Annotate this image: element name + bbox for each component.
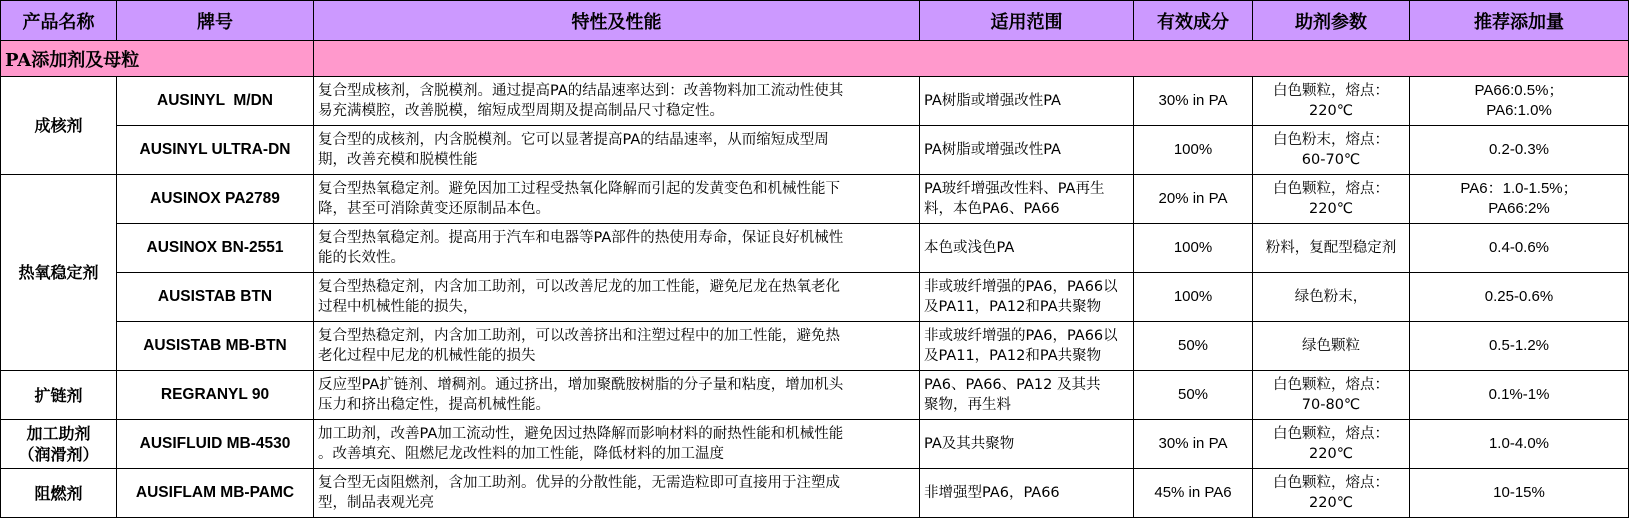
table-row xyxy=(1,420,1629,469)
scope-cell-line: 非或玻纤增强的PA6，PA66以 xyxy=(924,279,1118,295)
description-cell-line: 降，甚至可消除黄变还原制品本色。 xyxy=(318,201,550,217)
param-cell[interactable] xyxy=(1253,420,1410,469)
param-cell-line: 220℃ xyxy=(1309,446,1353,462)
scope-cell[interactable] xyxy=(920,175,1134,224)
dosage-cell[interactable] xyxy=(1410,175,1629,224)
category-cell[interactable]: 阻燃剂 xyxy=(1,469,117,518)
description-cell-line: 复合型热稳定剂，内含加工助剂，可以改善尼龙的加工性能，避免尼龙在热氧老化 xyxy=(318,279,840,295)
dosage-cell-line: 0.4-0.6% xyxy=(1488,239,1550,256)
scope-cell-line: PA6、PA66、PA12 及其共 xyxy=(924,377,1101,393)
column-header-product-name[interactable]: 产品名称 xyxy=(1,1,117,41)
scope-cell[interactable] xyxy=(920,420,1134,469)
dosage-cell[interactable] xyxy=(1410,469,1629,518)
description-cell[interactable] xyxy=(314,175,920,224)
scope-cell[interactable] xyxy=(920,77,1134,126)
description-cell[interactable] xyxy=(314,126,920,175)
section-fill-cell[interactable] xyxy=(314,41,1629,77)
dosage-cell[interactable] xyxy=(1410,126,1629,175)
description-cell-line: 型，制品表观光亮 xyxy=(318,495,434,511)
param-cell-line: 绿色颗粒 xyxy=(1302,338,1360,354)
param-cell[interactable] xyxy=(1253,126,1410,175)
param-cell-line: 白色颗粒，熔点： xyxy=(1273,426,1389,442)
dosage-cell[interactable] xyxy=(1410,420,1629,469)
section-title[interactable]: PA添加剂及母粒 xyxy=(1,41,314,77)
description-cell-line: 老化过程中尼龙的机械性能的损失 xyxy=(318,348,536,364)
scope-cell-line: 非或玻纤增强的PA6，PA66以 xyxy=(924,328,1118,344)
effective-cell-line: 100% xyxy=(1173,141,1213,158)
category-cell[interactable]: 热氧稳定剂 xyxy=(1,175,117,371)
description-cell[interactable] xyxy=(314,224,920,273)
category-cell[interactable]: 加工助剂 （润滑剂） xyxy=(1,420,117,469)
description-cell-line: 。改善填充、阻燃尼龙改性料的加工性能，降低材料的加工温度 xyxy=(318,446,724,462)
scope-cell-line: 料，本色PA6、PA66 xyxy=(924,201,1060,217)
description-cell[interactable] xyxy=(314,273,920,322)
description-cell[interactable] xyxy=(314,322,920,371)
param-cell-line: 220℃ xyxy=(1309,495,1353,511)
param-cell-line: 白色粉末，熔点： xyxy=(1273,132,1389,148)
description-cell-line: 期，改善充模和脱模性能 xyxy=(318,152,478,168)
description-cell[interactable] xyxy=(314,371,920,420)
table-row xyxy=(1,126,1629,175)
description-cell-line: 复合型成核剂，含脱模剂。通过提高PA的结晶速率达到：改善物料加工流动性使其 xyxy=(318,83,844,99)
header-row xyxy=(1,1,1629,41)
effective-cell[interactable] xyxy=(1134,126,1253,175)
scope-cell[interactable] xyxy=(920,273,1134,322)
dosage-cell[interactable] xyxy=(1410,371,1629,420)
effective-cell-line: 100% xyxy=(1173,239,1213,256)
param-cell-line: 绿色粉末， xyxy=(1294,289,1368,305)
description-cell[interactable] xyxy=(314,420,920,469)
param-cell[interactable] xyxy=(1253,469,1410,518)
scope-cell[interactable] xyxy=(920,371,1134,420)
scope-cell-line: 非增强型PA6，PA66 xyxy=(924,485,1060,501)
table-row xyxy=(1,371,1629,420)
effective-cell-line: 30% in PA xyxy=(1158,92,1228,109)
dosage-cell[interactable] xyxy=(1410,224,1629,273)
description-cell-line: 复合型热稳定剂，内含加工助剂，可以改善挤出和注塑过程中的加工性能，避免热 xyxy=(318,328,840,344)
param-cell-line: 220℃ xyxy=(1309,103,1353,119)
dosage-cell-line: 10-15% xyxy=(1493,484,1545,501)
dosage-cell-line: 0.5-1.2% xyxy=(1488,337,1550,354)
effective-cell[interactable] xyxy=(1134,175,1253,224)
param-cell-line: 白色颗粒，熔点： xyxy=(1273,83,1389,99)
scope-cell[interactable] xyxy=(920,469,1134,518)
effective-cell-line: 100% xyxy=(1173,288,1213,305)
param-cell[interactable] xyxy=(1253,273,1410,322)
scope-cell-line: 及PA11，PA12和PA共聚物 xyxy=(924,299,1102,315)
description-cell[interactable] xyxy=(314,469,920,518)
description-cell[interactable] xyxy=(314,77,920,126)
table-row xyxy=(1,224,1629,273)
table-row xyxy=(1,273,1629,322)
column-header-effective[interactable]: 有效成分 xyxy=(1134,1,1253,41)
effective-cell[interactable] xyxy=(1134,469,1253,518)
section-row xyxy=(1,41,1629,77)
param-cell-line: 60-70℃ xyxy=(1301,152,1361,168)
scope-cell-line: PA玻纤增强改性料、PA再生 xyxy=(924,181,1105,197)
description-cell-line: 加工助剂，改善PA加工流动性，避免因过热降解而影响材料的耐热性能和机械性能 xyxy=(318,426,844,442)
scope-cell[interactable] xyxy=(920,224,1134,273)
brand-cell[interactable]: AUSINYL M/DN xyxy=(117,77,314,126)
dosage-cell-line: 0.2-0.3% xyxy=(1488,141,1550,158)
column-header-brand[interactable]: 牌号 xyxy=(117,1,314,41)
dosage-cell[interactable] xyxy=(1410,273,1629,322)
param-cell-line: 粉料，复配型稳定剂 xyxy=(1265,240,1397,256)
brand-cell[interactable]: AUSINYL ULTRA-DN xyxy=(117,126,314,175)
effective-cell[interactable] xyxy=(1134,322,1253,371)
description-cell-line: 复合型热氧稳定剂。避免因加工过程受热氧化降解而引起的发黄变色和机械性能下 xyxy=(318,181,840,197)
param-cell-line: 70-80℃ xyxy=(1301,397,1361,413)
effective-cell-line: 45% in PA6 xyxy=(1154,484,1232,501)
param-cell-line: 白色颗粒，熔点： xyxy=(1273,475,1389,491)
scope-cell-line: 及PA11，PA12和PA共聚物 xyxy=(924,348,1102,364)
scope-cell-line: PA树脂或增强改性PA xyxy=(924,93,1061,109)
description-cell-line: 压力和挤出稳定性，提高机械性能。 xyxy=(318,397,550,413)
brand-cell[interactable]: AUSINOX PA2789 xyxy=(117,175,314,224)
table-row xyxy=(1,469,1629,518)
scope-cell-line: 本色或浅色PA xyxy=(924,240,1015,256)
table-row xyxy=(1,322,1629,371)
column-header-features[interactable]: 特性及性能 xyxy=(314,1,920,41)
description-cell-line: 复合型热氧稳定剂。提高用于汽车和电器等PA部件的热使用寿命，保证良好机械性 xyxy=(318,230,844,246)
param-cell[interactable] xyxy=(1253,77,1410,126)
effective-cell-line: 50% xyxy=(1177,386,1209,403)
column-header-scope[interactable]: 适用范围 xyxy=(920,1,1134,41)
param-cell-line: 220℃ xyxy=(1309,201,1353,217)
dosage-cell-line: PA6:1.0% xyxy=(1486,102,1552,119)
effective-cell-line: 30% in PA xyxy=(1158,435,1228,452)
effective-cell[interactable] xyxy=(1134,77,1253,126)
scope-cell[interactable] xyxy=(920,322,1134,371)
description-cell-line: 易充满模腔，改善脱模，缩短成型周期及提高制品尺寸稳定性。 xyxy=(318,103,724,119)
effective-cell-line: 20% in PA xyxy=(1158,190,1228,207)
effective-cell[interactable] xyxy=(1134,371,1253,420)
description-cell-line: 过程中机械性能的损失， xyxy=(318,299,478,315)
description-cell-line: 复合型的成核剂，内含脱模剂。它可以显著提高PA的结晶速率，从而缩短成型周 xyxy=(318,132,829,148)
param-cell-line: 白色颗粒，熔点： xyxy=(1273,181,1389,197)
column-header-dosage[interactable]: 推荐添加量 xyxy=(1410,1,1629,41)
scope-cell-line: 聚物，再生料 xyxy=(924,397,1011,413)
effective-cell[interactable] xyxy=(1134,273,1253,322)
dosage-cell[interactable] xyxy=(1410,322,1629,371)
dosage-cell-line: PA6：1.0-1.5%； xyxy=(1460,180,1578,197)
category-cell[interactable]: 扩链剂 xyxy=(1,371,117,420)
param-cell[interactable] xyxy=(1253,322,1410,371)
param-cell[interactable] xyxy=(1253,371,1410,420)
description-cell-line: 复合型无卤阻燃剂，含加工助剂。优异的分散性能，无需造粒即可直接用于注塑成 xyxy=(318,475,840,491)
brand-cell[interactable]: AUSINOX BN-2551 xyxy=(117,224,314,273)
effective-cell-line: 50% xyxy=(1177,337,1209,354)
dosage-cell[interactable] xyxy=(1410,77,1629,126)
description-cell-line: 能的长效性。 xyxy=(318,250,405,266)
dosage-cell-line: 0.1%-1% xyxy=(1488,386,1550,403)
table-row xyxy=(1,175,1629,224)
table-row xyxy=(1,77,1629,126)
brand-cell[interactable]: REGRANYL 90 xyxy=(117,371,314,420)
description-cell-line: 反应型PA扩链剂、增稠剂。通过挤出，增加聚酰胺树脂的分子量和粘度，增加机头 xyxy=(318,377,844,393)
brand-cell[interactable]: AUSISTAB MB-BTN xyxy=(117,322,314,371)
category-cell[interactable]: 成核剂 xyxy=(1,77,117,175)
param-cell[interactable] xyxy=(1253,175,1410,224)
dosage-cell-line: PA66:0.5%； xyxy=(1474,82,1564,99)
scope-cell-line: PA及其共聚物 xyxy=(924,436,1015,452)
scope-cell-line: PA树脂或增强改性PA xyxy=(924,142,1061,158)
brand-cell[interactable]: AUSIFLAM MB-PAMC xyxy=(117,469,314,518)
effective-cell[interactable] xyxy=(1134,224,1253,273)
param-cell[interactable] xyxy=(1253,224,1410,273)
dosage-cell-line: 1.0-4.0% xyxy=(1488,435,1550,452)
dosage-cell-line: 0.25-0.6% xyxy=(1484,288,1554,305)
dosage-cell-line: PA66:2% xyxy=(1488,200,1550,217)
brand-cell[interactable]: AUSIFLUID MB-4530 xyxy=(117,420,314,469)
brand-cell[interactable]: AUSISTAB BTN xyxy=(117,273,314,322)
column-header-params[interactable]: 助剂参数 xyxy=(1253,1,1410,41)
effective-cell[interactable] xyxy=(1134,420,1253,469)
param-cell-line: 白色颗粒，熔点： xyxy=(1273,377,1389,393)
scope-cell[interactable] xyxy=(920,126,1134,175)
